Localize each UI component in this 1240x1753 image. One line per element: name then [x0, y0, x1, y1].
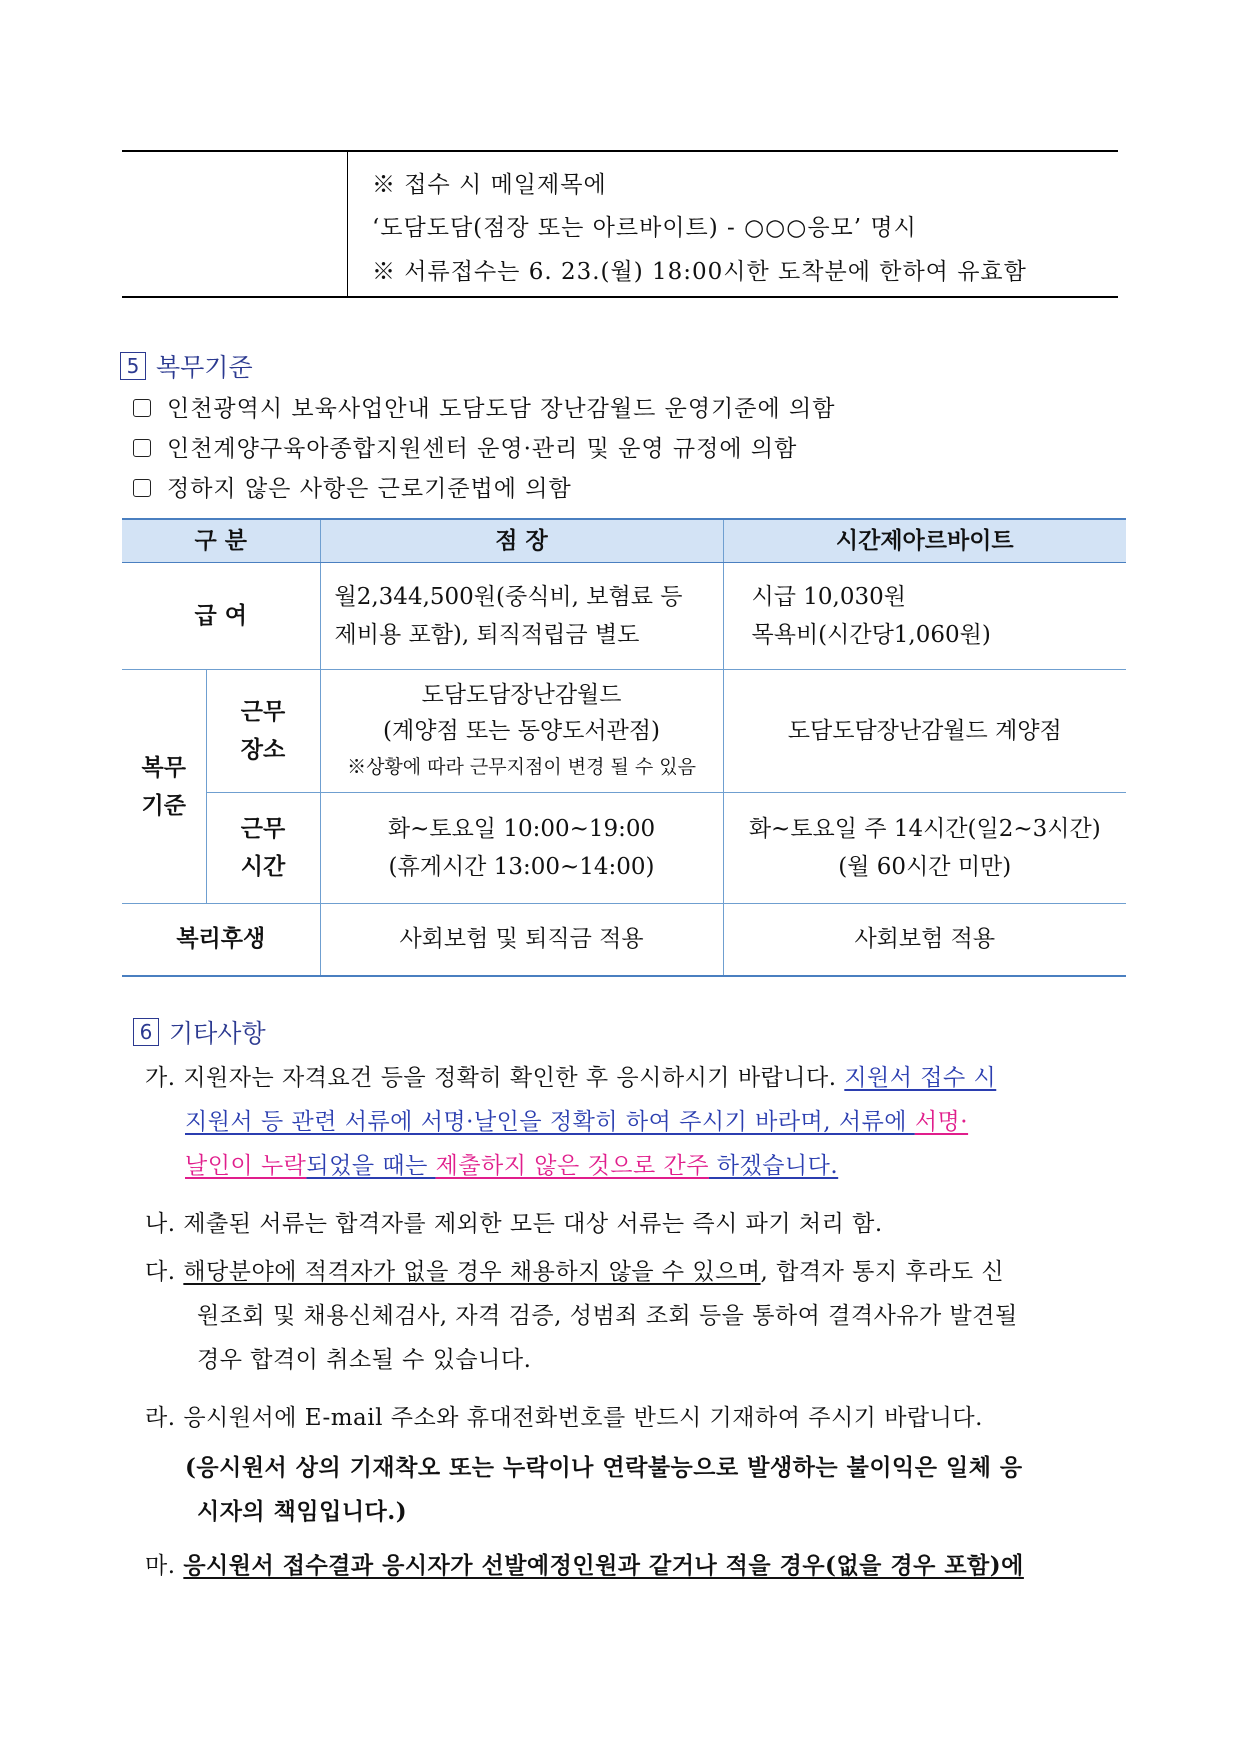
note-line-1: ※ 접수 시 메일제목에 — [372, 172, 607, 198]
table-row-welfare — [122, 904, 1126, 976]
bullet-item — [133, 470, 572, 503]
work-time-parttime-cell — [723, 793, 1126, 904]
item-ma-text: 응시원서 접수결과 응시자가 선발예정인원과 같거나 적을 경우(없을 경우 포함)에 — [183, 1552, 1024, 1579]
table-divider — [347, 152, 348, 296]
service-conditions-table — [122, 518, 1126, 977]
bullet-item — [133, 390, 835, 423]
service-label-line: 기준 — [141, 792, 186, 819]
work-place-parttime-cell: 도담도담장난감월드 계양점 — [723, 670, 1126, 793]
item-marker: 라. — [145, 1405, 176, 1431]
item-na — [145, 1202, 883, 1246]
item-ga-blue-text: 되었을 때는 — [306, 1153, 436, 1179]
item-na-text: 제출된 서류는 합격자를 제외한 모든 대상 서류는 즉시 파기 처리 함. — [183, 1211, 883, 1237]
item-ga-pink-text: 날인이 누락 — [185, 1153, 307, 1179]
item-ra-bold-text: 시자의 책임입니다.) — [197, 1498, 408, 1525]
work-time-parttime-line: 화~토요일 주 14시간(일2~3시간) — [748, 816, 1101, 842]
table-row-work-place — [122, 670, 1126, 793]
item-ga-pink-text: 서명· — [914, 1109, 969, 1135]
item-da-text: 원조회 및 채용신체검사, 자격 검증, 성범죄 조회 등을 통하여 결격사유가 발견될 — [197, 1303, 1018, 1329]
work-place-label — [206, 670, 320, 793]
item-da-text: , 합격자 통지 후라도 신 — [760, 1259, 1005, 1285]
section-5-header — [120, 348, 253, 384]
table-row-work-time — [122, 793, 1126, 904]
work-place-manager-note: ※상황에 따라 근무지점이 변경 될 수 있음 — [347, 756, 696, 778]
service-label — [122, 670, 206, 904]
checkbox-square-icon — [133, 479, 151, 497]
item-marker: 다. — [145, 1259, 176, 1285]
note-line-3: ※ 서류접수는 6. 23.(월) 18:00시한 도착분에 한하여 유효함 — [372, 259, 1027, 285]
bullet-text: 정하지 않은 사항은 근로기준법에 의함 — [167, 476, 572, 502]
item-ra — [145, 1396, 1023, 1534]
welfare-manager-cell: 사회보험 및 퇴직금 적용 — [320, 904, 723, 976]
table-header-row — [122, 519, 1126, 563]
header-category: 구 분 — [122, 519, 320, 563]
salary-manager-line: 제비용 포함), 퇴직적립금 별도 — [334, 622, 640, 648]
item-da — [145, 1250, 1018, 1382]
welfare-label: 복리후생 — [122, 904, 320, 976]
bullet-text: 인천계양구육아종합지원센터 운영·관리 및 운영 규정에 의함 — [167, 436, 798, 462]
salary-parttime-cell — [723, 563, 1126, 670]
section-5-title: 복무기준 — [156, 353, 253, 382]
work-place-label-line: 근무 — [240, 699, 286, 725]
item-ra-text: 응시원서에 E-mail 주소와 휴대전화번호를 반드시 기재하여 주시기 바랍니다. — [183, 1405, 983, 1431]
salary-parttime-line: 시급 10,030원 — [751, 584, 906, 610]
salary-manager-cell — [320, 563, 723, 670]
checkbox-square-icon — [133, 439, 151, 457]
item-ga-blue-text: 하겠습니다. — [708, 1153, 839, 1179]
table-row-salary — [122, 563, 1126, 670]
item-marker: 마. — [145, 1553, 176, 1579]
work-time-manager-cell — [320, 793, 723, 904]
item-ma — [145, 1544, 1024, 1588]
work-time-label-line: 근무 — [240, 816, 286, 842]
section-6-number: 6 — [133, 1018, 159, 1046]
work-time-label — [206, 793, 320, 904]
work-time-manager-line: (휴게시간 13:00~14:00) — [388, 854, 655, 880]
work-place-manager-cell — [320, 670, 723, 793]
salary-manager-line: 월2,344,500원(중식비, 보혐료 등 — [334, 584, 683, 610]
item-ra-bold-text: (응시원서 상의 기재착오 또는 누락이나 연락불능으로 발생하는 불이익은 일체 응 — [185, 1454, 1023, 1481]
section-6-header — [133, 1014, 266, 1050]
work-time-label-line: 시간 — [240, 854, 286, 880]
header-parttime: 시간제아르바이트 — [723, 519, 1126, 563]
work-time-parttime-line: (월 60시간 미만) — [838, 854, 1012, 880]
work-place-label-line: 장소 — [240, 737, 286, 763]
salary-label: 급 여 — [122, 563, 320, 670]
item-ga-text: 지원자는 자격요건 등을 정확히 확인한 후 응시하시기 바랍니다. — [183, 1065, 845, 1091]
bullet-item — [133, 430, 797, 463]
item-ga-blue-text: 지원서 등 관련 서류에 서명·날인을 정확히 하여 주시기 바라며, 서류에 — [185, 1109, 915, 1135]
item-da-underlined-text: 해당분야에 적격자가 없을 경우 채용하지 않을 수 있으며 — [183, 1259, 761, 1285]
work-place-manager-line: (계양점 또는 동양도서관점) — [383, 718, 660, 744]
checkbox-square-icon — [133, 399, 151, 417]
item-ga-pink-text: 제출하지 않은 것으로 간주 — [435, 1153, 709, 1179]
bullet-text: 인천광역시 보육사업안내 도담도담 장난감월드 운영기준에 의함 — [167, 396, 836, 422]
work-place-manager-line: 도담도담장난감월드 — [421, 682, 622, 708]
item-ga — [145, 1056, 996, 1188]
item-marker: 가. — [145, 1065, 176, 1091]
welfare-parttime-cell: 사회보험 적용 — [723, 904, 1126, 976]
salary-parttime-line: 목욕비(시간당1,060원) — [751, 622, 991, 648]
service-label-line: 복무 — [141, 754, 186, 781]
item-ga-blue-text: 지원서 접수 시 — [844, 1065, 997, 1091]
item-da-text: 경우 합격이 취소될 수 있습니다. — [197, 1347, 532, 1373]
header-manager: 점 장 — [320, 519, 723, 563]
item-marker: 나. — [145, 1211, 176, 1237]
section-6-title: 기타사항 — [169, 1019, 266, 1048]
work-time-manager-line: 화~토요일 10:00~19:00 — [387, 816, 656, 842]
section-5-number: 5 — [120, 352, 146, 380]
note-line-2: ‘도담도담(점장 또는 아르바이트) - ○○○응모’ 명시 — [372, 215, 917, 241]
application-note-table — [122, 150, 1118, 298]
